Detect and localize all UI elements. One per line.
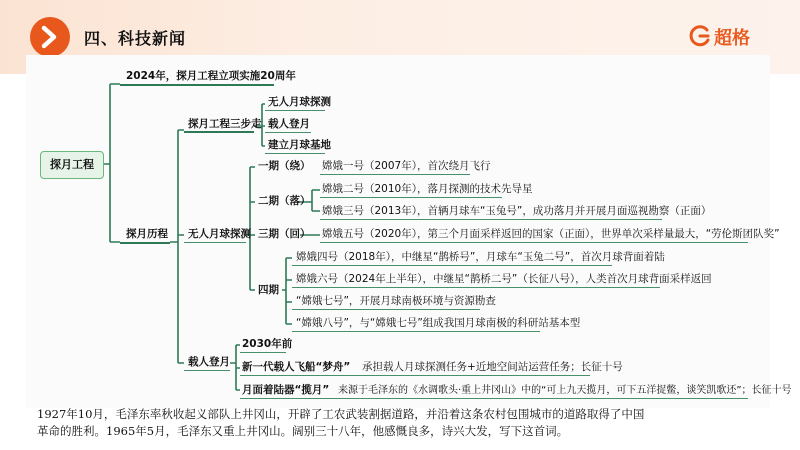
anniversary-label: 2024年，探月工程立项实施20周年: [126, 70, 296, 82]
step-item: 载人登月: [268, 118, 310, 130]
branch-underline: [184, 242, 246, 243]
phase2-label: 二期（落）: [258, 195, 311, 207]
branch-underline: [265, 110, 325, 111]
branch-underline: [120, 242, 170, 244]
brand-name: 超格: [714, 28, 750, 49]
manned-row-name: 月面着陆器“揽月”: [242, 384, 330, 396]
branch-underline: [292, 287, 660, 288]
caption-line: 1927年10月，毛泽东率秋收起义部队上井冈山，开辟了工农武装割据道路，并沿着这条农村包围城市的道路取得了中国: [37, 407, 645, 421]
manned-year: 2030年前: [242, 338, 293, 350]
branch-underline: [184, 131, 254, 133]
phase4-label: 四期: [258, 284, 279, 296]
branch-underline: [320, 219, 662, 220]
branch-underline: [320, 242, 748, 243]
three-steps-label: 探月工程三步走: [188, 118, 262, 130]
root-node: 探月工程: [40, 151, 104, 179]
step-item: 建立月球基地: [268, 139, 331, 151]
phase3-label: 三期（回）: [258, 228, 311, 240]
phase4-item: 嫦娥四号（2018年），中继星“鹊桥号”，月球车“玉兔二号”，首次月球背面着陆: [296, 251, 665, 263]
history-label: 探月历程: [126, 228, 168, 240]
caption-line: 革命的胜利。1965年5月，毛泽东又重上井冈山。阔别三十八年，他感慨良多，诗兴大发，写下这首词。: [37, 424, 569, 438]
phase2-item: 嫦娥二号（2010年），落月探测的技术先导星: [322, 183, 533, 195]
branch-underline: [240, 398, 748, 399]
section-title: 四、科技新闻: [84, 29, 187, 48]
manned-row-name: 新一代载人飞船“梦舟”: [242, 361, 351, 373]
phase2-item: 嫦娥三号（2013年），首辆月球车“玉兔号”，成功落月并开展月面巡视勘察（正面）: [322, 205, 712, 217]
phase1-label: 一期（绕）: [258, 160, 311, 172]
branch-underline: [184, 370, 230, 371]
branch-underline: [265, 132, 311, 133]
step-item: 无人月球探测: [268, 96, 331, 108]
branch-underline: [292, 309, 480, 310]
phase4-item: 嫦娥六号（2024年上半年），中继星“鹊桥二号”（长征八号），人类首次月球背面采样返回: [296, 273, 712, 285]
phase1-item: 嫦娥一号（2007年），首次绕月飞行: [322, 160, 491, 172]
manned-row-desc: 承担载人月球探测任务+近地空间站运营任务；长征十号: [362, 361, 623, 373]
branch-underline: [120, 84, 274, 86]
branch-underline: [240, 375, 590, 376]
branch-underline: [320, 197, 502, 198]
branch-underline: [240, 352, 286, 353]
branch-underline: [320, 174, 470, 175]
branch-underline: [292, 265, 612, 266]
unmanned-label: 无人月球探测: [188, 228, 251, 240]
manned-label: 载人登月: [188, 356, 230, 368]
caption-text: [37, 406, 777, 440]
phase3-item: 嫦娥五号（2020年），第三个月面采样返回的国家（正面），世界单次采样量最大，“劳伦斯团队奖”: [322, 228, 780, 240]
branch-underline: [292, 331, 540, 332]
branch-underline: [265, 153, 325, 154]
phase4-item: “嫦娥七号”，开展月球南极环境与资源勘查: [296, 295, 496, 307]
phase4-item: “嫦娥八号”，与“嫦娥七号”组成我国月球南极的科研站基本型: [296, 317, 581, 329]
manned-row-desc: 来源于毛泽东的《水调歌头·重上井冈山》中的“可上九天揽月，可下五洋捉鳖，谈笑凯歌还”；长征十号: [338, 385, 792, 396]
